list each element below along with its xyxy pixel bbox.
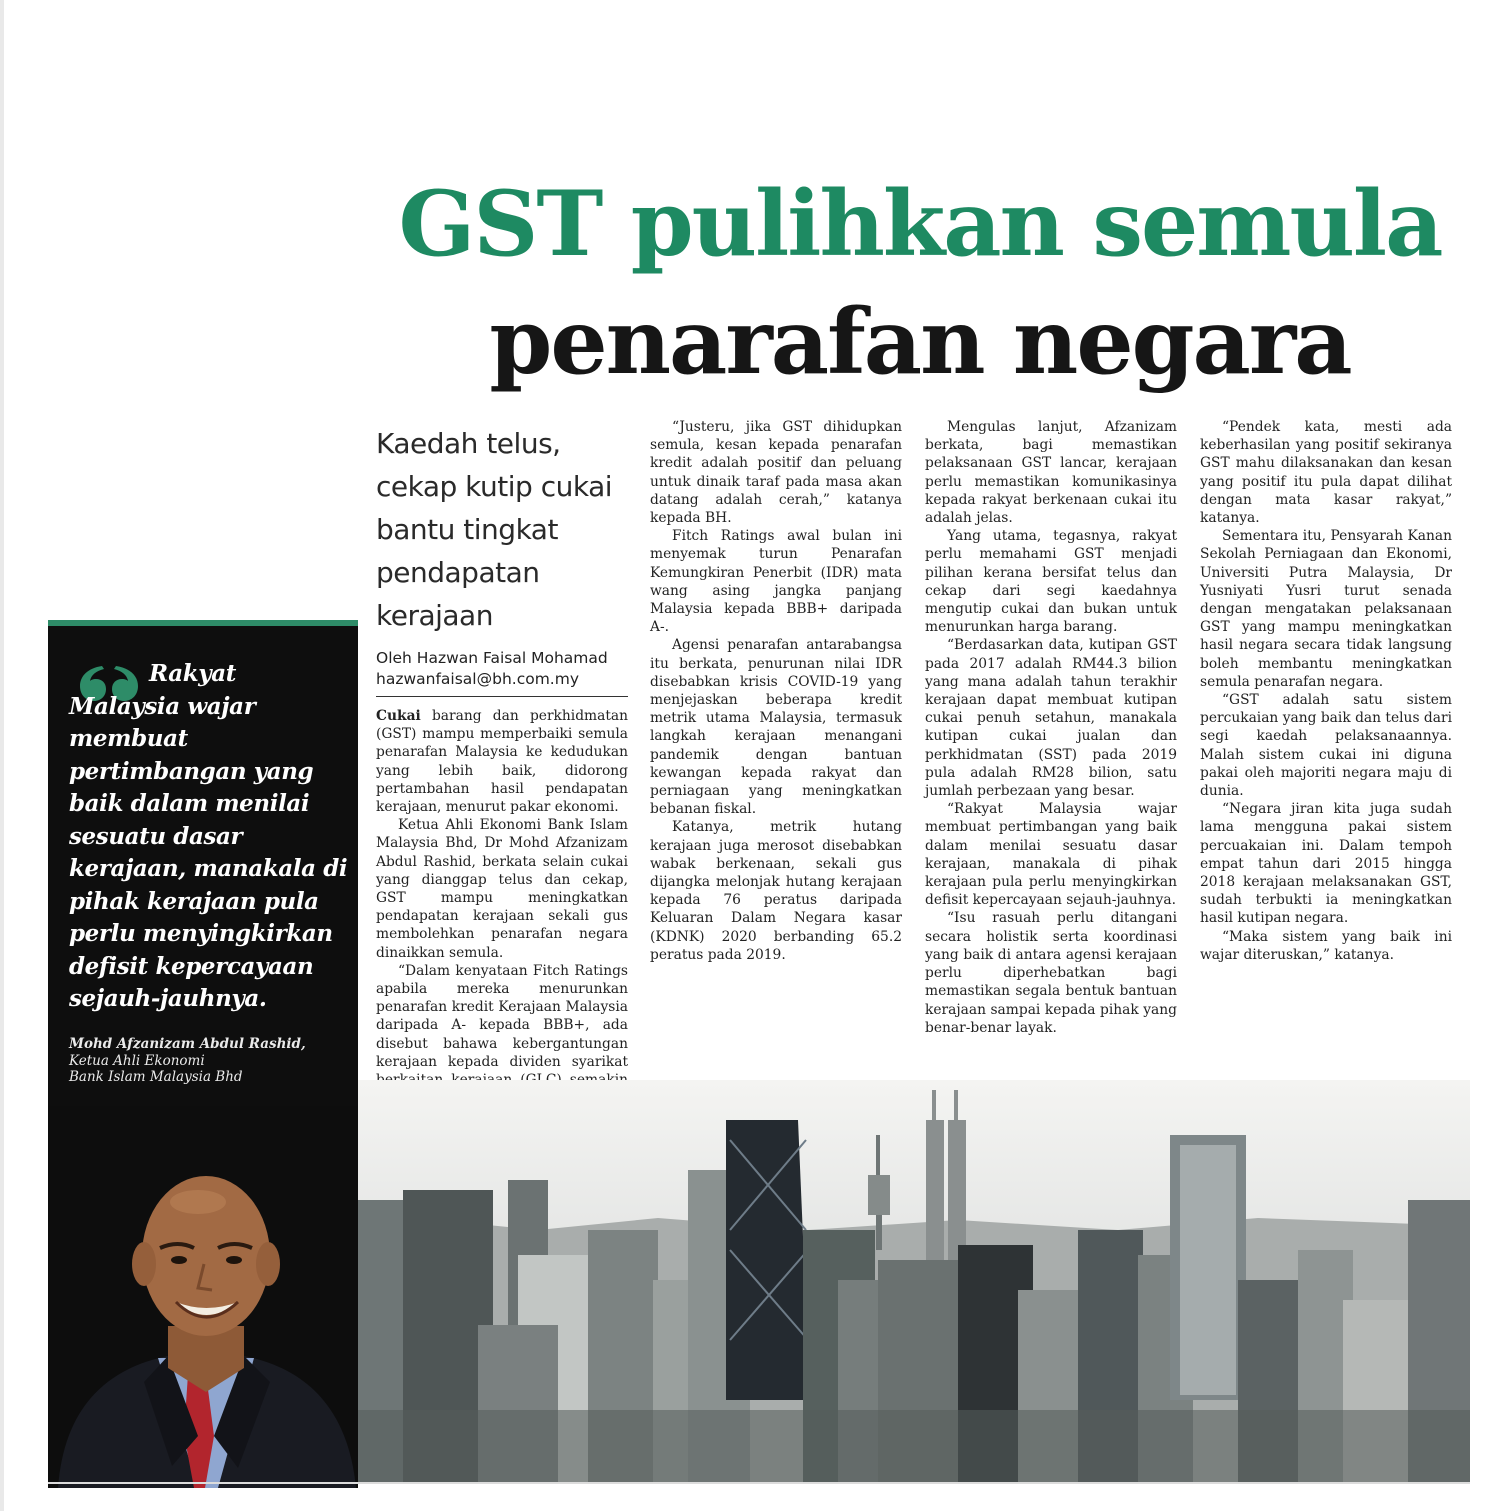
article-column-4 bbox=[1200, 418, 1452, 964]
frame-bottom-rule bbox=[48, 1482, 1470, 1484]
article-paragraph: “Maka sistem yang baik ini wajar diteruskan,” katanya. bbox=[1200, 928, 1452, 963]
article-column-3 bbox=[925, 418, 1177, 1037]
headline bbox=[365, 170, 1475, 402]
article-column-2 bbox=[650, 418, 902, 964]
pullquote-box bbox=[48, 620, 358, 1488]
byline bbox=[376, 648, 628, 697]
pullquote-attribution bbox=[69, 1036, 354, 1086]
byline-email: hazwanfaisal@bh.com.my bbox=[376, 670, 579, 688]
article-paragraph: Cukai barang dan perkhidmatan (GST) mampu memperbaiki semula penarafan Malaysia ke kedudukan yang lebih baik, didorong pertambahan hasil pendapatan kerajaan, menurut pakar ekonomi. bbox=[376, 708, 628, 816]
article-paragraph: Mengulas lanjut, Afzanizam berkata, bagi memastikan pelaksanaan GST lancar, kerajaan perlu memastikan komunikasinya kepada rakyat berkenaan cukai itu adalah jelas. bbox=[925, 419, 1177, 527]
article-paragraph: “Isu rasuah perlu ditangani secara holistik serta koordinasi yang baik di antara agensi kerajaan perlu diperhebatkan bagi memastikan segala bentuk bantuan kerajaan sampai kepada pihak yang benar-benar layak. bbox=[925, 910, 1177, 1036]
article-paragraph: “Dalam kenyataan Fitch Ratings apabila mereka menurunkan penarafan kredit Kerajaan Malaysia daripada A- kepada BBB+, ada disebut bahawa kebergantungan kerajaan kepada dividen syarikat bbox=[376, 962, 628, 1070]
deck-subheadline: Kaedah telus, cekap kutip cukai bantu tingkat pendapatan kerajaan bbox=[376, 427, 613, 632]
article-paragraph: Fitch Ratings awal bulan ini menyemak turun Penarafan Kemungkiran Penerbit (IDR) mata wang asing jangka panjang Malaysia kepada BBB+ daripada A-. bbox=[650, 528, 902, 636]
article-column-1 bbox=[376, 707, 628, 1126]
byline-author: Oleh Hazwan Faisal Mohamad bbox=[376, 649, 608, 667]
article-paragraph: Agensi penarafan antarabangsa itu berkata, penurunan nilai IDR disebabkan krisis COVID-19 yang menjejaskan beberapa kredit metrik utama Malaysia, termasuk langkah kerajaan menangani pandemik dengan bantuan kewangan kepada rakyat dan perniagaan yang meningkatkan bebanan fiskal. bbox=[650, 637, 902, 818]
headline-line-2: penarafan negara bbox=[489, 289, 1351, 395]
lead-word: Cukai bbox=[376, 708, 421, 724]
article-paragraph: “Negara jiran kita juga sudah lama mengguna pakai sistem percuakaian ini. Dalam tempoh empat tahun dari 2015 hingga 2018 kerajaan melaksanakan GST, sudah terbukti ia meningkatkan hasil kutipan negara. bbox=[1200, 801, 1452, 927]
article-paragraph: “Pendek kata, mesti ada keberhasilan yang positif sekiranya GST mahu dilaksanakan dan kesan yang positif itu pula dapat dilihat dengan mata kasar rakyat,” katanya. bbox=[1200, 419, 1452, 527]
article-paragraph: “Rakyat Malaysia wajar membuat pertimbangan yang baik dalam menilai sesuatu dasar kerajaan, manakala di pihak kerajaan pula perlu menyingkirkan defisit kepercayaan sejauh-jauhnya. bbox=[925, 801, 1177, 909]
pullquote-title-1: Ketua Ahli Ekonomi bbox=[69, 1052, 205, 1069]
article-paragraph: “Berdasarkan data, kutipan GST pada 2017 adalah RM44.3 bilion yang mana adalah tahun terakhir kerajaan dapat membuat kutipan cukai penuh setahun, manakala kutipan cukai jualan dan perkhidmatan (SST) pada 2019 pula adalah RM28 bilion, satu jumlah perbezaan yang besar. bbox=[925, 637, 1177, 800]
headline-line-1: GST pulihkan semula bbox=[398, 171, 1442, 277]
article-paragraph: “Justeru, jika GST dihidupkan semula, kesan kepada penarafan kredit adalah positif dan peluang untuk dinaik taraf pada masa akan datang adalah cerah,” katanya kepada BH. bbox=[650, 419, 902, 527]
pullquote-title-2: Bank Islam Malaysia Bhd bbox=[69, 1069, 243, 1085]
portrait-photo bbox=[48, 1106, 358, 1488]
article-paragraph: Katanya, metrik hutang kerajaan juga merosot disebabkan wabak berkenaan, sekali gus dijangka melonjak hutang kerajaan kepada 76 peratus daripada Keluaran Dalam Negara kasar (KDNK) 2020 berbanding 65.2 peratus pada 2019. bbox=[650, 819, 902, 963]
pullquote-name: Mohd Afzanizam Abdul Rashid, bbox=[69, 1036, 306, 1052]
city-skyline-photo bbox=[358, 1080, 1470, 1482]
pullquote-text: Rakyat Malaysia wajar membuat pertimbangan yang baik dalam menilai sesuatu dasar kerajaan, manakala di pihak kerajaan pula perlu menyingkirkan defisit kepercayaan sejauh-jauhnya. bbox=[69, 660, 348, 1012]
page-edge bbox=[0, 0, 4, 1511]
article-paragraph: Ketua Ahli Ekonomi Bank Islam Malaysia Bhd, Dr Mohd Afzanizam Abdul Rashid, berkata selain cukai yang dianggap telus dan cekap, GST mampu meningkatkan pendapatan kerajaan sekali gus membolehkan penarafan negara dinaikkan semula. bbox=[376, 817, 628, 961]
article-paragraph: Sementara itu, Pensyarah Kanan Sekolah Perniagaan dan Ekonomi, Universiti Putra Malaysia, Dr Yusniyati Yusri turut senada dengan mengatakan pelaksanaan GST yang mampu meningkatkan hasil negara secara tidak langsung boleh membantu meningkatkan semula penarafan negara. bbox=[1200, 528, 1452, 690]
article-paragraph: “GST adalah satu sistem percukaian yang baik dan telus dari segi kaedah pelaksanaannya. Malah sistem cukai ini diguna pakai oleh majoriti negara maju di dunia. bbox=[1200, 692, 1452, 800]
article-paragraph: Yang utama, tegasnya, rakyat perlu memahami GST menjadi pilihan kerana bersifat telus dan cekap dari segi kaedahnya mengutip cukai dan bukan untuk menurunkan harga barang. bbox=[925, 528, 1177, 636]
